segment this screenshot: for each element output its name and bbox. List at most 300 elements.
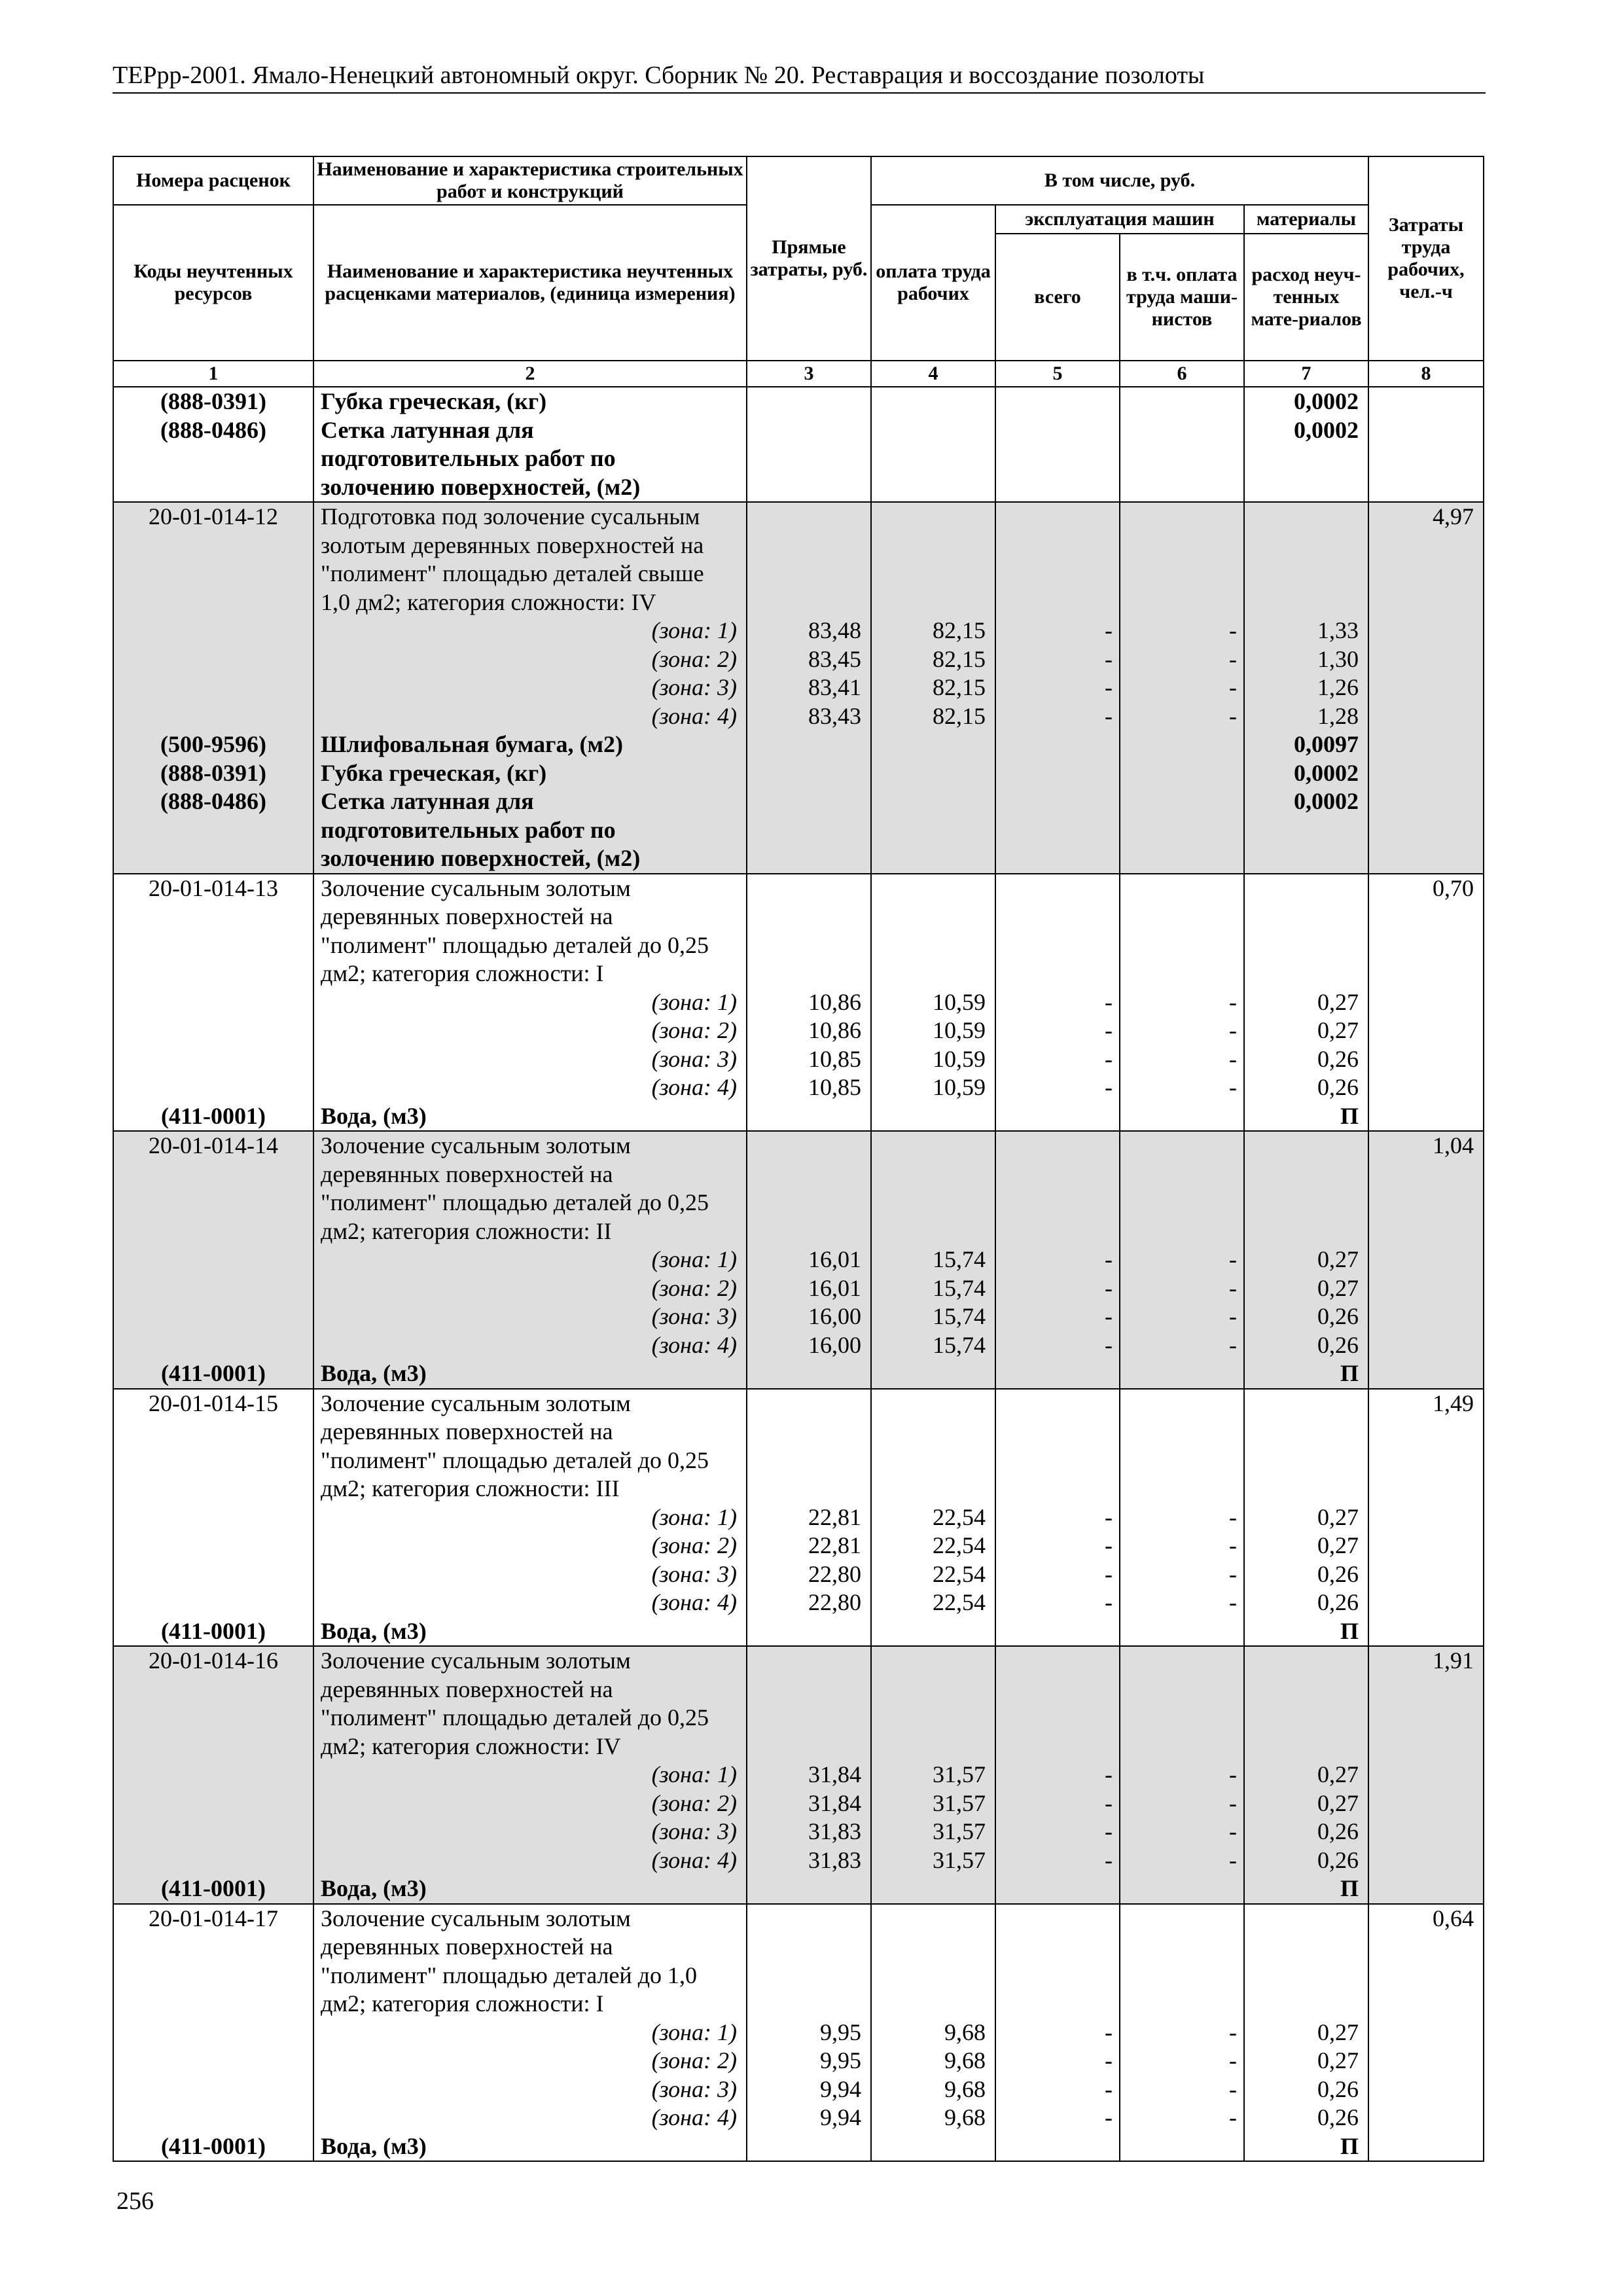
cell-line [114, 1933, 313, 1962]
cell-line [1369, 1560, 1483, 1589]
cell-line: 9,94 [820, 2075, 861, 2102]
cell-line [996, 874, 1119, 903]
cell-line [1369, 387, 1483, 416]
cell-line [1369, 1073, 1483, 1102]
cell-line: - [1229, 2047, 1237, 2073]
cell-line: 22,54 [933, 1503, 986, 1530]
cell-line [1369, 1532, 1483, 1560]
cell-line: (411-0001) [161, 2132, 266, 2159]
cell-line: 22,54 [933, 1589, 986, 1615]
cell-line [872, 903, 995, 931]
cell-line: Вода, (м3) [321, 1875, 427, 1901]
cell-line [1369, 2047, 1483, 2075]
cell-line [1369, 1246, 1483, 1274]
cell-line: 0,0002 [1294, 759, 1359, 786]
cell-line [1120, 503, 1243, 531]
cell-line [1369, 1503, 1483, 1532]
cell-line: 9,68 [944, 2104, 986, 2130]
cell-line [1369, 588, 1483, 617]
cell-line [872, 1189, 995, 1217]
cell-line: 83,41 [808, 674, 861, 700]
cell-line [1369, 2018, 1483, 2047]
cell-line [872, 1905, 995, 1933]
cell-line: дм2; категория сложности: IV [321, 1732, 621, 1759]
cell-direct-costs [747, 1646, 871, 1904]
cell-line [114, 1217, 313, 1246]
cell-line [996, 473, 1119, 502]
cell-line: 9,68 [944, 2018, 986, 2045]
cell-line: - [1229, 1074, 1237, 1100]
cell-line: 10,86 [808, 1017, 861, 1043]
cell-line: (411-0001) [161, 1360, 266, 1386]
zone-label: (зона: 4) [651, 2104, 737, 2130]
cell-line: 15,74 [933, 1303, 986, 1329]
cell-line [996, 844, 1119, 873]
column-number: 3 [747, 361, 871, 387]
cell-line: - [1105, 1017, 1113, 1043]
cell-line [114, 473, 313, 502]
cell-line: 83,45 [808, 645, 861, 672]
zone-label: (зона: 4) [651, 1331, 737, 1358]
cell-line [996, 1160, 1119, 1189]
cell-line: 31,57 [933, 1761, 986, 1787]
cell-line [1120, 903, 1243, 931]
page-number: 256 [116, 2187, 154, 2215]
cell-line: Шлифовальная бумага, (м2) [321, 731, 623, 757]
cell-line: 0,26 [1317, 1303, 1359, 1329]
cell-line [114, 1045, 313, 1074]
cell-line [114, 931, 313, 960]
cell-line [1120, 1160, 1243, 1189]
cell-line [1369, 473, 1483, 502]
cell-line [996, 1390, 1119, 1418]
zone-label: (зона: 2) [651, 1532, 737, 1558]
cell-line [747, 787, 870, 816]
cell-line: 15,74 [933, 1246, 986, 1272]
cell-line [1245, 903, 1368, 931]
cell-line: 0,27 [1317, 988, 1359, 1015]
cell-line [1120, 1732, 1243, 1761]
cell-line: деревянных поверхностей на [321, 1933, 613, 1960]
cell-line: (500-9596) [160, 731, 266, 757]
cell-line [996, 759, 1119, 788]
cell-line [1120, 1647, 1243, 1676]
cell-line: - [1105, 1589, 1113, 1615]
cell-line [1369, 1359, 1483, 1388]
cell-line [747, 730, 870, 759]
cell-line: 1,0 дм2; категория сложности: IV [321, 588, 656, 615]
cell-line [1120, 759, 1243, 788]
cell-line [1120, 730, 1243, 759]
cell-line [1245, 473, 1368, 502]
cell-machine-total [995, 1646, 1120, 1904]
cell-line [1369, 1732, 1483, 1761]
cell-line: 1,49 [1433, 1390, 1474, 1416]
cell-line [872, 960, 995, 988]
cell-line [747, 1905, 870, 1933]
zone-label: (зона: 2) [651, 1274, 737, 1301]
cell-line [747, 931, 870, 960]
cell-line: 0,27 [1317, 1274, 1359, 1301]
cell-machine-total [995, 1131, 1120, 1389]
cell-line: - [1229, 2018, 1237, 2045]
cell-line: 0,27 [1317, 1789, 1359, 1816]
cell-line [872, 816, 995, 845]
cell-line [1120, 1359, 1243, 1388]
cell-direct-costs [747, 874, 871, 1132]
cell-line: - [1105, 1789, 1113, 1816]
cell-line: 16,01 [808, 1274, 861, 1301]
header-machine-operation: эксплуатация машин [995, 205, 1244, 234]
cell-line [747, 416, 870, 445]
cell-line [1369, 816, 1483, 845]
cell-line [1120, 473, 1243, 502]
cell-line: 20-01-014-14 [149, 1132, 278, 1158]
cell-name [313, 1389, 747, 1647]
cell-line: Губка греческая, (кг) [321, 388, 547, 414]
cell-machinist-pay [1120, 1389, 1244, 1647]
cell-worker-pay [871, 1646, 995, 1904]
zone-label: (зона: 3) [651, 1045, 737, 1072]
zone-label: (зона: 2) [651, 645, 737, 672]
zone-label: (зона: 1) [651, 1246, 737, 1272]
cell-line [1369, 1962, 1483, 1990]
cell-line: 1,30 [1317, 645, 1359, 672]
cell-line [1369, 1676, 1483, 1704]
cell-line: Вода, (м3) [321, 2132, 427, 2159]
cell-worker-pay [871, 1904, 995, 2162]
zone-label: (зона: 3) [651, 674, 737, 700]
cell-line [996, 1217, 1119, 1246]
zone-label: (зона: 1) [651, 1503, 737, 1530]
cell-line [1120, 2132, 1243, 2161]
cell-line [747, 759, 870, 788]
cell-line [1120, 1475, 1243, 1503]
cell-line [747, 1390, 870, 1418]
cell-line [996, 816, 1119, 845]
zone-label: (зона: 4) [651, 1589, 737, 1615]
cell-line: П [1340, 1360, 1359, 1386]
cell-line [114, 1418, 313, 1446]
cell-code [113, 1131, 313, 1389]
cell-line [872, 931, 995, 960]
cell-line: Подготовка под золочение сусальным [321, 503, 700, 529]
cell-line [1369, 1274, 1483, 1303]
cell-line: - [1105, 1246, 1113, 1272]
cell-line [996, 903, 1119, 931]
cell-line [1245, 1418, 1368, 1446]
header-incl: В том числе, руб. [871, 156, 1368, 205]
cell-line: - [1105, 1074, 1113, 1100]
cell-direct-costs [747, 387, 871, 502]
cell-line: 83,48 [808, 617, 861, 643]
cell-line [114, 1532, 313, 1560]
cell-line [114, 816, 313, 845]
header-codes: Коды неучтенных ресурсов [113, 205, 313, 361]
cell-line [996, 1189, 1119, 1217]
cell-line [747, 903, 870, 931]
cell-line [1369, 759, 1483, 788]
cell-line: - [1105, 1503, 1113, 1530]
cell-line: 82,15 [933, 702, 986, 729]
cell-labor-costs [1368, 1646, 1484, 1904]
cell-line [872, 844, 995, 873]
cell-line: 0,0002 [1294, 388, 1359, 414]
table-row [113, 1904, 1484, 2162]
cell-line: - [1105, 1045, 1113, 1072]
cell-materials [1244, 874, 1368, 1132]
cell-worker-pay [871, 502, 995, 874]
cell-line: 22,80 [808, 1589, 861, 1615]
cell-line [872, 1359, 995, 1388]
cell-line: - [1229, 1303, 1237, 1329]
cell-materials [1244, 1646, 1368, 1904]
cell-line [996, 1102, 1119, 1131]
cell-line [1245, 1990, 1368, 2018]
cell-machinist-pay [1120, 502, 1244, 874]
cell-line [1369, 931, 1483, 960]
cell-line [747, 1704, 870, 1732]
cell-line [996, 1676, 1119, 1704]
cell-line [996, 503, 1119, 531]
cell-line [1245, 931, 1368, 960]
cell-line: - [1229, 1761, 1237, 1787]
cell-line [1369, 1331, 1483, 1360]
cell-line: 1,26 [1317, 674, 1359, 700]
cell-line [872, 1676, 995, 1704]
cell-code [113, 502, 313, 874]
cell-code [113, 1904, 313, 2162]
cell-line: 31,57 [933, 1818, 986, 1844]
cell-line [1369, 1846, 1483, 1875]
cell-line [996, 730, 1119, 759]
cell-line [114, 1189, 313, 1217]
cell-line: - [1229, 1274, 1237, 1301]
cell-line [114, 560, 313, 588]
cell-line [1245, 844, 1368, 873]
cell-line: подготовительных работ по [321, 445, 616, 471]
cell-line: 0,27 [1317, 2018, 1359, 2045]
cell-name [313, 874, 747, 1132]
cell-line: 0,64 [1433, 1905, 1474, 1931]
cell-line: - [1229, 1045, 1237, 1072]
cell-line [1245, 1933, 1368, 1962]
cell-line [747, 1874, 870, 1903]
cell-line [1369, 1418, 1483, 1446]
cell-line: (888-0486) [160, 416, 266, 443]
cell-line [747, 473, 870, 502]
cell-line [1369, 1102, 1483, 1131]
zone-label: (зона: 2) [651, 2047, 737, 2073]
zone-label: (зона: 3) [651, 1303, 737, 1329]
cell-line [1120, 1962, 1243, 1990]
cell-line [1245, 1189, 1368, 1217]
cell-line [114, 1818, 313, 1846]
cell-machinist-pay [1120, 1646, 1244, 1904]
cell-direct-costs [747, 1904, 871, 2162]
cell-line: - [1105, 1331, 1113, 1358]
cell-line: 9,68 [944, 2047, 986, 2073]
cell-line [1245, 560, 1368, 588]
cell-line [747, 1990, 870, 2018]
cell-line: 0,26 [1317, 1074, 1359, 1100]
cell-line [1245, 1905, 1368, 1933]
cell-line [1369, 1874, 1483, 1903]
cell-line: 0,26 [1317, 1331, 1359, 1358]
cell-line [1369, 531, 1483, 560]
cell-worker-pay [871, 387, 995, 502]
cell-line [1120, 1933, 1243, 1962]
cell-line [1245, 1704, 1368, 1732]
cell-line [747, 1647, 870, 1676]
table-row [113, 387, 1484, 502]
cell-line [996, 1647, 1119, 1676]
cell-line [114, 617, 313, 645]
cell-line: Сетка латунная для [321, 788, 534, 814]
cell-line [872, 503, 995, 531]
cell-line: - [1105, 674, 1113, 700]
cell-line [1369, 1160, 1483, 1189]
cell-worker-pay [871, 1131, 995, 1389]
cell-line: золотым деревянных поверхностей на [321, 531, 704, 558]
cell-line [114, 2104, 313, 2132]
cell-line: "полимент" площадью деталей до 0,25 [321, 1704, 709, 1731]
cell-line [996, 1962, 1119, 1990]
cell-line: Вода, (м3) [321, 1102, 427, 1129]
cell-line [747, 1962, 870, 1990]
cell-line: 0,27 [1317, 1246, 1359, 1272]
cell-line [996, 787, 1119, 816]
cell-line: золочению поверхностей, (м2) [321, 845, 641, 871]
cell-line: - [1105, 1303, 1113, 1329]
cell-line: 1,28 [1317, 702, 1359, 729]
cell-line [872, 1704, 995, 1732]
cell-line [114, 1446, 313, 1475]
cell-line: П [1340, 1102, 1359, 1129]
cell-line [872, 1732, 995, 1761]
cell-line: 22,81 [808, 1532, 861, 1558]
cell-line [1369, 960, 1483, 988]
cell-line [1369, 645, 1483, 674]
cell-line: - [1105, 2047, 1113, 2073]
cell-line [1120, 816, 1243, 845]
cell-line [996, 444, 1119, 473]
cell-line [747, 1189, 870, 1217]
cell-line [114, 702, 313, 731]
cell-line: Вода, (м3) [321, 1360, 427, 1386]
cell-line [1120, 1132, 1243, 1160]
cell-labor-costs [1368, 874, 1484, 1132]
cell-line [996, 960, 1119, 988]
cell-line: Вода, (м3) [321, 1617, 427, 1644]
cell-line [996, 1933, 1119, 1962]
cell-line: Золочение сусальным золотым [321, 874, 631, 901]
cell-line [996, 1359, 1119, 1388]
cell-machine-total [995, 1389, 1120, 1647]
cell-line [747, 503, 870, 531]
column-number: 1 [113, 361, 313, 387]
cell-line [747, 1102, 870, 1131]
cell-line: П [1340, 1617, 1359, 1644]
cell-line: - [1105, 1532, 1113, 1558]
cell-line [996, 1905, 1119, 1933]
cell-line [1245, 874, 1368, 903]
cell-line [114, 1962, 313, 1990]
cell-name [313, 387, 747, 502]
cell-direct-costs [747, 1131, 871, 1389]
header-name-works: Наименование и характеристика строительных работ и конструкций [313, 156, 747, 205]
cell-machine-total [995, 1904, 1120, 2162]
cell-line: 0,27 [1317, 2047, 1359, 2073]
cell-line [114, 1331, 313, 1360]
cell-line: Золочение сусальным золотым [321, 1132, 631, 1158]
cell-line: дм2; категория сложности: II [321, 1217, 612, 1244]
cell-line: 31,83 [808, 1818, 861, 1844]
cell-line [747, 1933, 870, 1962]
table-body [113, 387, 1484, 2161]
cell-line: дм2; категория сложности: III [321, 1475, 620, 1501]
cell-line [1120, 1617, 1243, 1646]
cell-line [114, 1073, 313, 1102]
table-row [113, 502, 1484, 874]
cell-line [872, 560, 995, 588]
cell-line [1120, 1905, 1243, 1933]
cell-line: (411-0001) [161, 1617, 266, 1644]
cell-line: 82,15 [933, 645, 986, 672]
cell-line: 0,27 [1317, 1532, 1359, 1558]
cell-line [114, 903, 313, 931]
table-head [113, 156, 1484, 387]
cell-line [1245, 1647, 1368, 1676]
cell-line [1245, 1962, 1368, 1990]
cell-line [1369, 702, 1483, 731]
cell-line [872, 1418, 995, 1446]
cell-line [114, 531, 313, 560]
cell-line: - [1229, 1246, 1237, 1272]
cell-line: Губка греческая, (кг) [321, 759, 547, 786]
zone-label: (зона: 4) [651, 1074, 737, 1100]
cell-line [114, 1990, 313, 2018]
cell-line [1369, 1588, 1483, 1617]
cell-line [1245, 1676, 1368, 1704]
cell-line: - [1229, 1789, 1237, 1816]
cell-line: 0,0002 [1294, 788, 1359, 814]
cell-line: 31,84 [808, 1789, 861, 1816]
cell-line [747, 1160, 870, 1189]
cell-line [114, 1732, 313, 1761]
cell-line: 0,26 [1317, 2075, 1359, 2102]
cell-line: 16,01 [808, 1246, 861, 1272]
cell-line: - [1229, 617, 1237, 643]
cell-line: 0,26 [1317, 1818, 1359, 1844]
cell-line [1369, 673, 1483, 702]
cell-line: деревянных поверхностей на [321, 1418, 613, 1444]
cell-line [747, 588, 870, 617]
cell-line [747, 1732, 870, 1761]
cell-line [996, 1704, 1119, 1732]
cell-line [996, 1990, 1119, 2018]
table-row [113, 874, 1484, 1132]
cell-line [1245, 1475, 1368, 1503]
cell-line [114, 2018, 313, 2047]
cell-line [747, 1446, 870, 1475]
cell-line: П [1340, 2132, 1359, 2159]
cell-labor-costs [1368, 1904, 1484, 2162]
cell-line [114, 2047, 313, 2075]
cell-line [1369, 988, 1483, 1017]
cell-line [1120, 1676, 1243, 1704]
cell-materials [1244, 1131, 1368, 1389]
